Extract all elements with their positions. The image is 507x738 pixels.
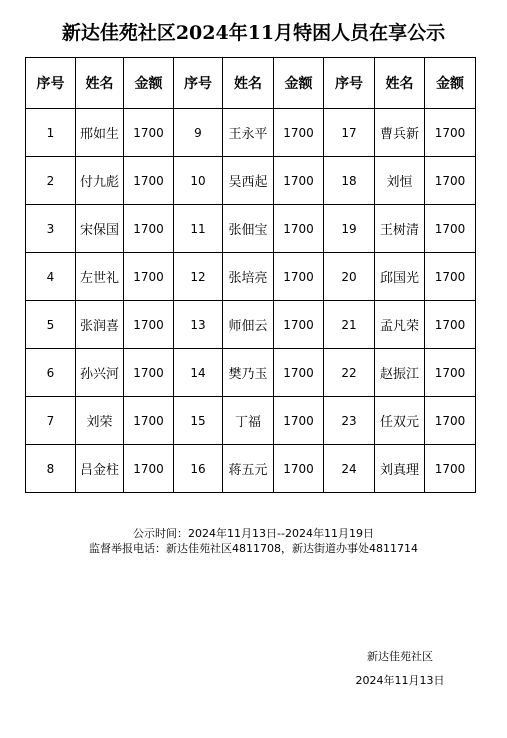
cell-index: 22 (324, 349, 375, 397)
table-header-row (26, 58, 476, 109)
cell-index: 17 (324, 109, 375, 157)
notice-contact: 监督举报电话：新达佳苑社区4811708，新达街道办事处4811714 (89, 542, 418, 555)
cell-index: 5 (26, 301, 76, 349)
table-row (26, 397, 476, 445)
cell-name: 王树清 (375, 205, 425, 253)
header-index-2: 序号 (174, 58, 223, 109)
table-row (26, 349, 476, 397)
cell-name: 吕金柱 (76, 445, 124, 493)
cell-name: 左世礼 (76, 253, 124, 301)
cell-amount: 1700 (124, 349, 174, 397)
cell-amount: 1700 (425, 445, 476, 493)
cell-name: 吴西起 (223, 157, 274, 205)
cell-name: 邢如生 (76, 109, 124, 157)
header-name-1: 姓名 (76, 58, 124, 109)
cell-name: 任双元 (375, 397, 425, 445)
cell-amount: 1700 (124, 397, 174, 445)
cell-amount: 1700 (124, 301, 174, 349)
cell-name: 蒋五元 (223, 445, 274, 493)
table-row (26, 205, 476, 253)
cell-amount: 1700 (274, 349, 324, 397)
cell-index: 23 (324, 397, 375, 445)
cell-amount: 1700 (425, 157, 476, 205)
cell-index: 21 (324, 301, 375, 349)
cell-index: 24 (324, 445, 375, 493)
table-row (26, 253, 476, 301)
header-index-3: 序号 (324, 58, 375, 109)
recipients-table (25, 57, 476, 493)
cell-index: 9 (174, 109, 223, 157)
cell-name: 宋保国 (76, 205, 124, 253)
cell-amount: 1700 (274, 205, 324, 253)
cell-name: 刘荣 (76, 397, 124, 445)
table-row (26, 157, 476, 205)
cell-amount: 1700 (124, 253, 174, 301)
cell-name: 刘恒 (375, 157, 425, 205)
cell-amount: 1700 (425, 109, 476, 157)
cell-name: 孙兴河 (76, 349, 124, 397)
header-amount-3: 金额 (425, 58, 476, 109)
cell-amount: 1700 (274, 445, 324, 493)
cell-name: 王永平 (223, 109, 274, 157)
cell-amount: 1700 (124, 205, 174, 253)
cell-name: 师佃云 (223, 301, 274, 349)
cell-index: 19 (324, 205, 375, 253)
cell-amount: 1700 (274, 301, 324, 349)
header-name-3: 姓名 (375, 58, 425, 109)
cell-name: 丁福 (223, 397, 274, 445)
cell-index: 2 (26, 157, 76, 205)
notice-period: 公示时间：2024年11月13日--2024年11月19日 (133, 527, 374, 540)
cell-name: 赵振江 (375, 349, 425, 397)
cell-amount: 1700 (274, 157, 324, 205)
cell-index: 20 (324, 253, 375, 301)
cell-index: 4 (26, 253, 76, 301)
cell-amount: 1700 (274, 109, 324, 157)
cell-name: 张润喜 (76, 301, 124, 349)
cell-amount: 1700 (425, 397, 476, 445)
cell-amount: 1700 (124, 445, 174, 493)
header-name-2: 姓名 (223, 58, 274, 109)
table-body (26, 109, 476, 493)
cell-amount: 1700 (425, 349, 476, 397)
cell-index: 6 (26, 349, 76, 397)
cell-index: 18 (324, 157, 375, 205)
table-row (26, 445, 476, 493)
signature-date: 2024年11月13日 (355, 674, 445, 687)
cell-name: 孟凡荣 (375, 301, 425, 349)
cell-amount: 1700 (425, 301, 476, 349)
cell-name: 邱国光 (375, 253, 425, 301)
table-row (26, 301, 476, 349)
cell-amount: 1700 (274, 397, 324, 445)
cell-name: 樊乃玉 (223, 349, 274, 397)
cell-amount: 1700 (425, 253, 476, 301)
header-amount-2: 金额 (274, 58, 324, 109)
cell-index: 15 (174, 397, 223, 445)
cell-index: 10 (174, 157, 223, 205)
cell-index: 3 (26, 205, 76, 253)
table-row (26, 109, 476, 157)
cell-amount: 1700 (274, 253, 324, 301)
cell-index: 11 (174, 205, 223, 253)
header-index-1: 序号 (26, 58, 76, 109)
cell-amount: 1700 (124, 157, 174, 205)
cell-name: 付九彪 (76, 157, 124, 205)
signature-org: 新达佳苑社区 (367, 650, 433, 663)
cell-index: 16 (174, 445, 223, 493)
cell-index: 12 (174, 253, 223, 301)
cell-index: 7 (26, 397, 76, 445)
cell-amount: 1700 (124, 109, 174, 157)
cell-index: 8 (26, 445, 76, 493)
cell-name: 张佃宝 (223, 205, 274, 253)
cell-index: 13 (174, 301, 223, 349)
cell-index: 1 (26, 109, 76, 157)
cell-amount: 1700 (425, 205, 476, 253)
cell-name: 张培亮 (223, 253, 274, 301)
cell-index: 14 (174, 349, 223, 397)
cell-name: 曹兵新 (375, 109, 425, 157)
cell-name: 刘真理 (375, 445, 425, 493)
page-title: 新达佳苑社区2024年11月特困人员在享公示 (61, 22, 446, 44)
header-amount-1: 金额 (124, 58, 174, 109)
